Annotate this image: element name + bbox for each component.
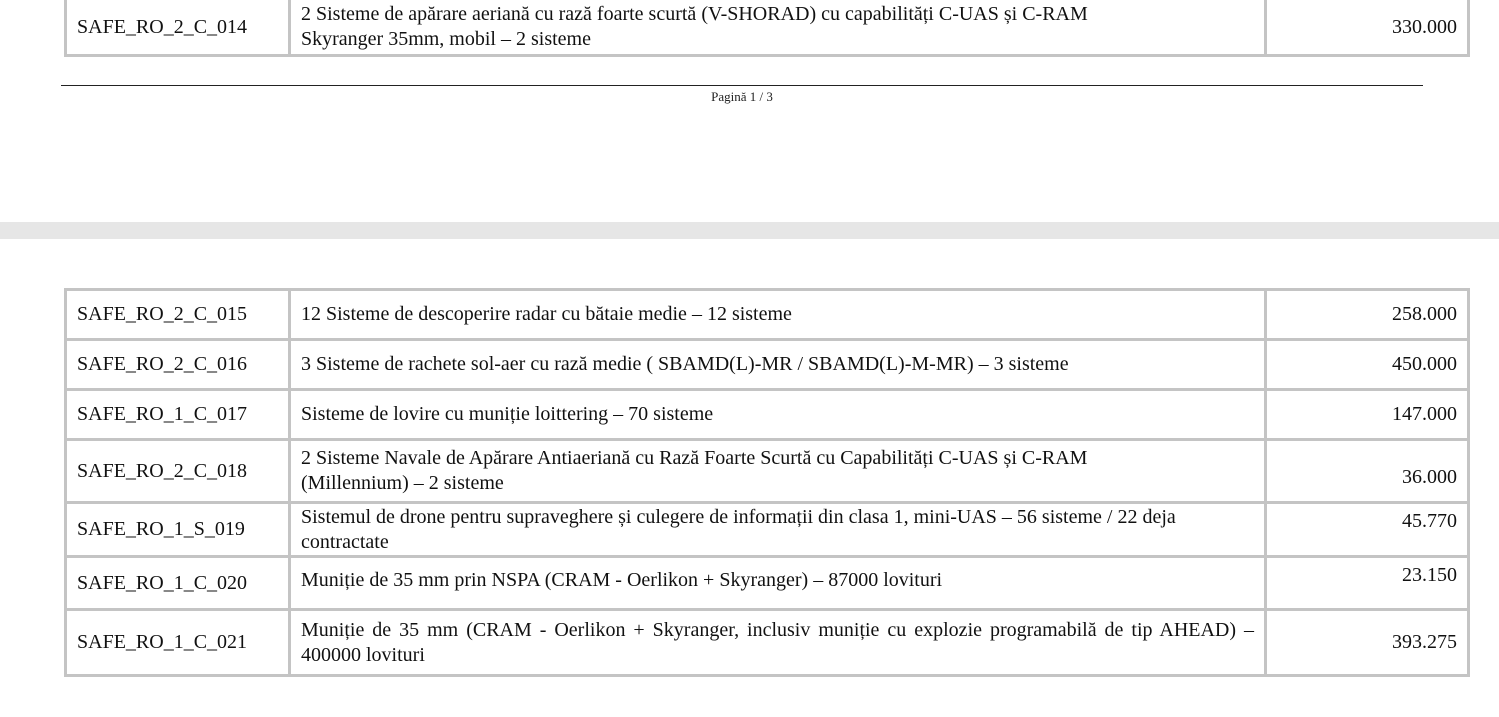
item-value: 23.150 [1266, 557, 1469, 610]
description-line: contractate [301, 530, 389, 553]
footer-rule [61, 85, 1423, 86]
item-value: 147.000 [1266, 390, 1469, 440]
item-description [290, 440, 1266, 503]
item-description: 12 Sisteme de descoperire radar cu bătaie medie – 12 sisteme [290, 290, 1266, 340]
table-row [66, 610, 1469, 676]
item-description [290, 503, 1266, 557]
item-description: Muniție de 35 mm prin NSPA (CRAM - Oerlikon + Skyranger) – 87000 lovituri [290, 557, 1266, 610]
table-row [66, 390, 1469, 440]
item-description: 3 Sisteme de rachete sol-aer cu rază medie ( SBAMD(L)-MR / SBAMD(L)-M-MR) – 3 sisteme [290, 340, 1266, 390]
item-code: SAFE_RO_1_S_019 [66, 503, 290, 557]
item-value: 36.000 [1266, 440, 1469, 503]
item-code: SAFE_RO_1_C_017 [66, 390, 290, 440]
page-2-start [0, 239, 1499, 717]
item-code: SAFE_RO_2_C_015 [66, 290, 290, 340]
page-footer [61, 89, 1499, 105]
item-value: 393.275 [1266, 610, 1469, 676]
item-code: SAFE_RO_1_C_020 [66, 557, 290, 610]
page-separator [0, 222, 1499, 239]
table-row [66, 503, 1469, 557]
description-line: 2 Sisteme de apărare aeriană cu rază foarte scurtă (V-SHORAD) cu capabilități C-UAS și C-RAM [301, 3, 1088, 25]
item-description: Sisteme de lovire cu muniție loittering – 70 sisteme [290, 390, 1266, 440]
page-number: Pagină 1 / 3 [711, 89, 773, 104]
description-line: Sistemul de drone pentru supraveghere și culegere de informații din clasa 1, mini-UAS – 56 sisteme / 22 deja [301, 505, 1176, 528]
page-1-end [0, 0, 1499, 222]
item-value: 330.000 [1266, 0, 1469, 56]
item-code: SAFE_RO_2_C_014 [66, 0, 290, 56]
description-line: (Millennium) – 2 sisteme [301, 472, 504, 494]
item-description: Muniție de 35 mm (CRAM - Oerlikon + Skyranger, inclusiv muniție cu explozie programabilă de tip AHEAD) – 400000 lovituri [290, 610, 1266, 676]
table-row [66, 340, 1469, 390]
item-value: 450.000 [1266, 340, 1469, 390]
item-code: SAFE_RO_1_C_021 [66, 610, 290, 676]
table-row [66, 290, 1469, 340]
item-value: 45.770 [1266, 503, 1469, 557]
description-line: 2 Sisteme Navale de Apărare Antiaeriană cu Rază Foarte Scurtă cu Capabilități C-UAS și C-RAM [301, 447, 1088, 469]
procurement-table [64, 288, 1470, 677]
item-value: 258.000 [1266, 290, 1469, 340]
table-row [66, 440, 1469, 503]
table-row [66, 0, 1469, 56]
description-line: Skyranger 35mm, mobil – 2 sisteme [301, 28, 591, 50]
procurement-table-continued [64, 0, 1470, 57]
item-description [290, 0, 1266, 56]
item-code: SAFE_RO_2_C_018 [66, 440, 290, 503]
table-row [66, 557, 1469, 610]
item-code: SAFE_RO_2_C_016 [66, 340, 290, 390]
